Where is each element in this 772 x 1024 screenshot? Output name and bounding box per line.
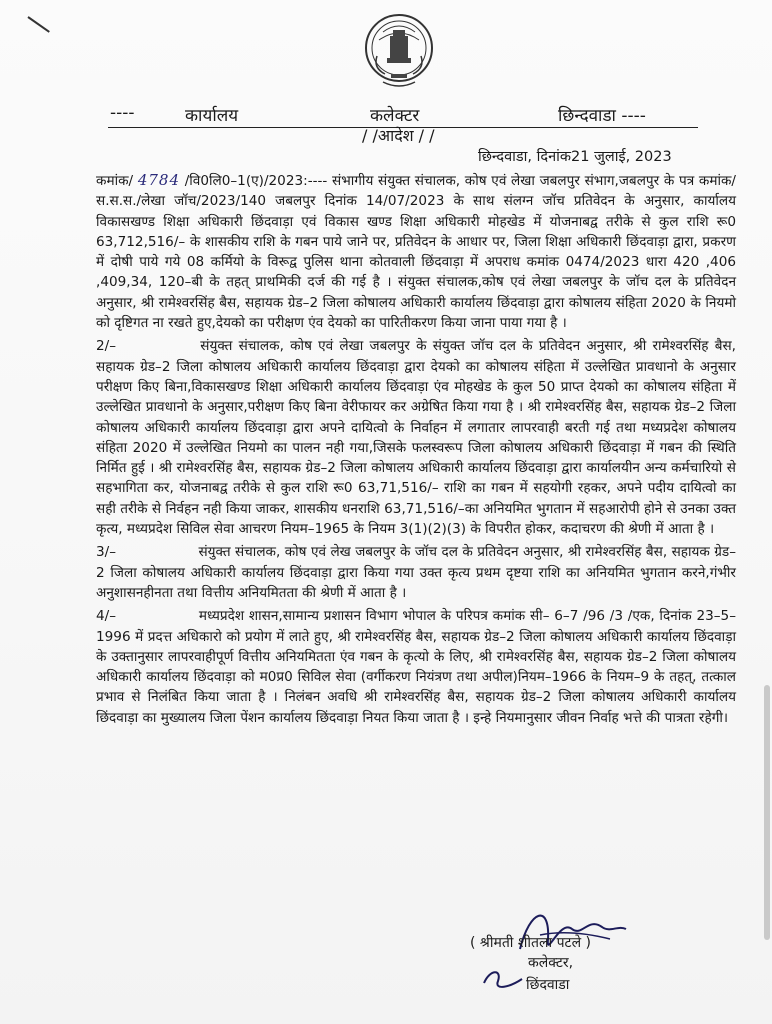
state-emblem-icon bbox=[363, 10, 435, 92]
letterhead-district: छिन्दवाडा ---- bbox=[558, 106, 646, 126]
signature-block bbox=[470, 925, 730, 1015]
paragraph-2 bbox=[96, 336, 736, 539]
paragraph-1-text: संभागीय संयुक्त संचालक, कोष एवं लेखा जबलपुर संभाग,जबलपुर के पत्र कमांक/स.स.स./लेखा जॉच/2023/140 जबलपुर दिनांक 14/07/2023 के साथ संलग्न जॉच प्रतिवेदन के अनुसार, कार्यालय विकासखण्ड शिक्षा अधिकारी छिंदवाड़ा एवं विकास खण्ड शिक्षा अधिकारी मोहखेड में योजनाबद्व तरीके से कुल राशि रू0 63,712,516/– के शासकीय राशि के गबन पाये जाने पर, प्रतिवेदन के आधार पर, जिला शिक्षा अधिकारी छिंदवाड़ा द्वारा, प्रकरण में दोषी पाये गये 08 कर्मियो के विरूद्व पुलिस थाना कोतवाली छिंदवाड़ा में अपराध कमांक 0474/2023 धारा 420 ,406 ,409,34, 120–बी के तहत् प्राथमिकी दर्ज की गई है । संयुक्त संचालक,कोष एवं लेखा जबलपुर के जॉच दल के प्रतिवेदन अनुसार, श्री रामेश्वरसिंह बैस, सहायक ग्रेड–2 जिला कोषालय अधिकारी कार्यालय छिंदवाड़ा द्वारा कोषालय संहिता 2020 के नियमो को दृष्टिगत ना रखते हुए,देयको का परीक्षण एंव देयको का पारितीकरण किया जाना पाया गया है । bbox=[96, 173, 737, 332]
paragraph-3-text: संयुक्त संचालक, कोष एवं लेख जबलपुर के जॉच दल के प्रतिवेदन अनुसार, श्री रामेश्वरसिंह बैस, सहायक ग्रेड–2 जिला कोषालय अधिकारी कार्यालय छिंदवाड़ा द्वारा किया गया उक्त कृत्य प्रथम दृष्टया राशि का अनियमित भुगतान करने,गंभीर अनुशासनहीनता तथा वित्तीय अनियमितता की श्रेणी में आता है । bbox=[96, 544, 736, 601]
paragraph-number: 4/– bbox=[96, 608, 117, 625]
letterhead-dash: ---- bbox=[110, 103, 135, 123]
letterhead-office: कार्यालय bbox=[185, 106, 239, 126]
date-line: छिन्दवाडा, दिनांक21 जुलाई, 2023 bbox=[478, 149, 672, 165]
paragraph-1 bbox=[96, 170, 736, 333]
pen-mark bbox=[27, 16, 49, 33]
signatory-name: ( श्रीमती शीतला पटले ) bbox=[470, 935, 591, 951]
letterhead-collector: कलेक्टर bbox=[370, 106, 420, 126]
paragraph-number: 2/– bbox=[96, 338, 117, 355]
reference-number: 4784 bbox=[137, 171, 180, 189]
scrollbar[interactable] bbox=[764, 685, 770, 940]
signatory-title: कलेक्टर, bbox=[528, 955, 574, 971]
signatory-place: छिंदवाडा bbox=[526, 977, 570, 993]
paragraph-3 bbox=[96, 542, 736, 603]
paragraph-4-text: मध्यप्रदेश शासन,सामान्य प्रशासन विभाग भोपाल के परिपत्र कमांक सी– 6–7 /96 /3 /एक, दिनांक 23–5–1996 में प्रदत्त अधिकारो को प्रयोग में लाते हुए, श्री रामेश्वरसिंह बैस, सहायक ग्रेड–2 जिला कोषालय अधिकारी कार्यालय छिंदवाड़ा के उक्तानुसार लापरवाहीपूर्ण वित्तीय अनियमितता एंव गबन के कृत्यो के लिए, श्री रामेश्वरसिंह बैस, सहायक ग्रेड–2 जिला कोषालय अधिकारी कार्यालय छिंदवाड़ा को म0प्र0 सिविल सेवा (वर्गीकरण नियंत्रण तथा अपील)नियम–1966 के नियम–9 के तहत्, तत्काल प्रभाव से निलंबित किया जाता है । निलंबन अवधि श्री रामेश्वरसिंह बैस, सहायक ग्रेड–2 जिला कोषालय अधिकारी कार्यालय छिंदवाड़ा का मुख्यालय जिला पेंशन कार्यालय छिंदवाड़ा नियत किया जाता है । इन्हे नियमानुसार जीवन निर्वाह भत्ते की पात्रता रहेगी। bbox=[96, 608, 736, 726]
reference-suffix: /वि0लि0–1(ए)/2023:---- bbox=[184, 173, 328, 189]
reference-prefix: कमांक/ bbox=[96, 173, 134, 189]
handwritten-initial bbox=[480, 965, 526, 993]
paragraph-4 bbox=[96, 606, 736, 728]
paragraph-2-text: संयुक्त संचालक, कोष एवं लेखा जबलपुर के संयुक्त जॉच दल के प्रतिवेदन अनुसार, श्री रामेश्वरसिंह बैस, सहायक ग्रेड–2 जिला कोषालय अधिकारी कार्यालय छिंदवाड़ा द्वारा देयको का कोषालय संहिता में उल्लेखित प्रावधानो के अनुसार परीक्षण किए बिना,विकासखण्ड शिक्षा अधिकारी कार्यालय छिंदवाड़ा एंव मोहखेड के कुल 50 प्राप्त देयको का कोषालय संहिता में उल्लेखित प्रावधानो के अनुसार,परीक्षण किए बिना वेरीफायर कर अग्रेषित किया गया है । श्री रामेश्वरसिंह बैस, सहायक ग्रेड–2 जिला कोषालय अधिकारी कार्यालय छिंदवाड़ा द्वारा अपने दायित्वो के निर्वाहन में लगातार लापरवाही बरती गई तथा मध्यप्रदेश कोषालय संहिता 2020 में उल्लेखित नियमो का पालन नही गया,जिसके फलस्वरूप जिला कोषालय अधिकारी छिंदवाड़ा में गबन की स्थिति निर्मित हुई । श्री रामेश्वरसिंह बैस, सहायक ग्रेड–2 जिला कोषालय अधिकारी कार्यालय छिंदवाड़ा द्वारा कार्यालयीन अन्य कर्मचारियो से सहभागिता कर, योजनाबद्व तरीके से कुल राशि रू0 63,71,516/– राशि का गबन में सहयोगी रहकर, अपने पदीय दायित्वो का सही तरीके से निर्वहन नही किया जाकर, शासकीय धनराशि 63,71,516/–का अनियमित भुगतान में सहआरोपी होने से उनका उक्त कृत्य, मध्यप्रदेश सिविल सेवा आचरण नियम–1965 के नियम 3(1)(2)(3) के विपरीत होकर, कदाचरण की श्रेणी में आता है । bbox=[96, 338, 737, 538]
paragraph-number: 3/– bbox=[96, 544, 117, 561]
order-body bbox=[96, 170, 736, 728]
order-heading: / /आदेश / / bbox=[362, 126, 435, 145]
